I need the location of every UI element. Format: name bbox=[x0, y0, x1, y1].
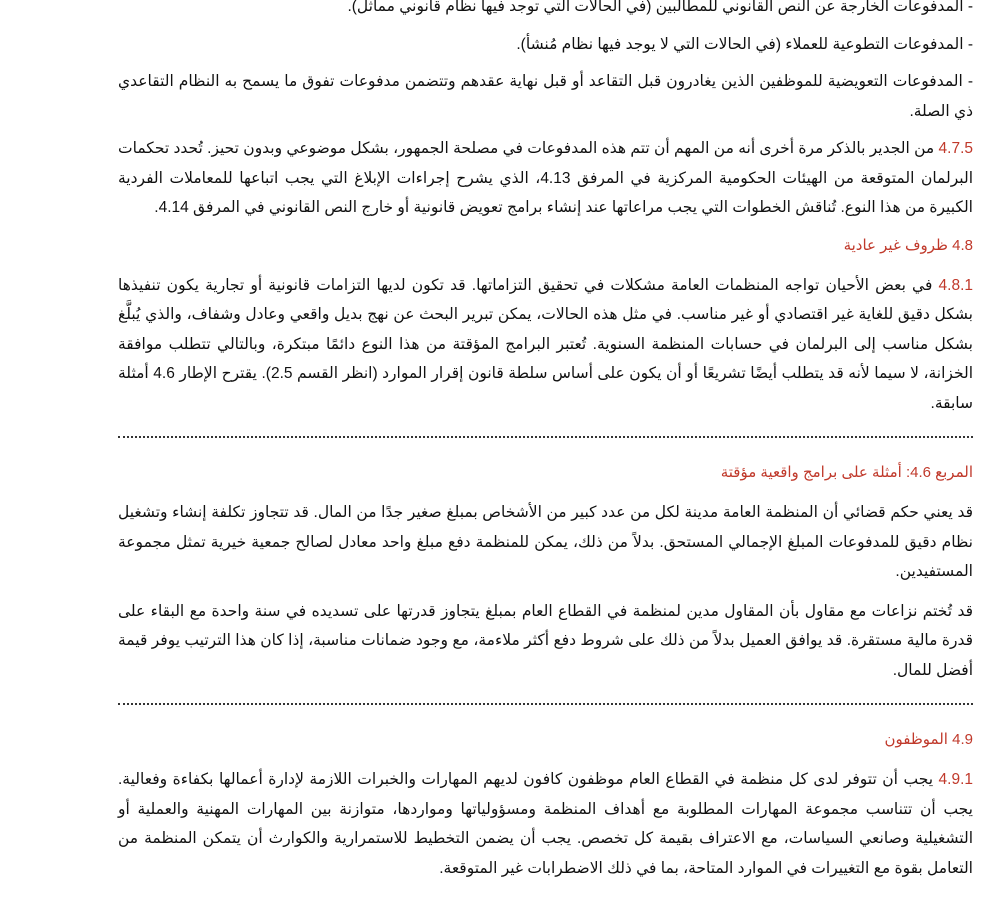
paragraph-text: في بعض الأحيان تواجه المنظمات العامة مشكلات في تحقيق التزاماتها. قد تكون لديها التزامات قانونية أو تجارية يكون تنفيذها بشكل دقيق للغاية غير اقتصادي أو غير مناسب. في مثل هذه الحالات، يمكن تبرير البحث عن نهج بديل واقعي وعادل وشفاف، والذي يُبلَّغ بشكل مناسب إلى البرلمان في حسابات المنظمة السنوية. تُعتبر البرامج المؤقتة من هذا النوع دائمًا مبتكرة، وبالتالي تتطلب موافقة الخزانة، لا سيما لأنه قد يتطلب أيضًا تشريعًا أو أن يكون على أساس سلطة قانون إقرار الموارد (انظر القسم 2.5). يقترح الإطار 4.6 أمثلة سابقة. bbox=[118, 276, 973, 412]
section-heading-4-9: 4.9 الموظفون bbox=[884, 731, 973, 748]
paragraph-text: من الجدير بالذكر مرة أخرى أنه من المهم أن تتم هذه المدفوعات في مصلحة الجمهور، بشكل موضوعي وبدون تحيز. تُحدد تحكمات البرلمان المتوقعة من الهيئات الحكومية المركزية في المرفق 4.13، الذي يشرح إجراءات الإبلاغ التي يجب اتباعها للمعاملات الفردية الكبيرة من هذا النوع. تُناقش الخطوات التي يجب مراعاتها عند إنشاء برامج تعويض قانونية أو خارج النص القانوني في المرفق 4.14. bbox=[118, 140, 973, 216]
paragraph-number: 4.7.5 bbox=[938, 140, 973, 157]
paragraph-number: 4.9.1 bbox=[938, 771, 973, 788]
paragraph-number: 4.8.1 bbox=[938, 276, 973, 294]
bullet-item: - المدفوعات الخارجة عن النص القانوني للمطالبين (في الحالات التي توجد فيها نظام قانوني مماثل). bbox=[347, 0, 973, 15]
bullet-item: - المدفوعات التعويضية للموظفين الذين يغادرون قبل التقاعد أو قبل نهاية عقدهم وتتضمن مدفوعات تفوق ما يسمح به النظام التقاعدي ذي الصلة. bbox=[118, 73, 973, 120]
section-heading-4-8: 4.8 ظروف غير عادية bbox=[843, 236, 973, 254]
paragraph-4-9-1 bbox=[118, 765, 973, 883]
box-paragraph: قد يعني حكم قضائي أن المنظمة العامة مدينة لكل من عدد كبير من الأشخاص بمبلغ صغير جدًا من المال. قد تتجاوز تكلفة إنشاء وتشغيل نظام دقيق للمدفوعات المبلغ الإجمالي المستحق. بدلاً من ذلك، يمكن للمنظمة دفع مبلغ واحد معادل لصالح جمعية خيرية تمثل مجموعة المستفيدين. bbox=[118, 504, 973, 580]
box-paragraph: قد تُختم نزاعات مع مقاول بأن المقاول مدين لمنظمة في القطاع العام بمبلغ يتجاوز قدرتها على تسديده في سنة واحدة مع البقاء على قدرة مالية مستقرة. قد يوافق العميل بدلاً من ذلك على شروط دفع أكثر ملاءمة، مع وجود ضمانات مناسبة، إذا كان هذا الترتيب يوفر قيمة أفضل للمال. bbox=[118, 602, 973, 679]
box-title: المربع 4.6: أمثلة على برامج واقعية مؤقتة bbox=[720, 464, 973, 481]
document-page bbox=[118, 0, 973, 893]
dotted-divider bbox=[118, 703, 973, 705]
dotted-divider bbox=[118, 436, 973, 438]
paragraph-4-7-5 bbox=[118, 134, 973, 223]
bullet-item: - المدفوعات التطوعية للعملاء (في الحالات التي لا يوجد فيها نظام مُنشأ). bbox=[516, 35, 973, 53]
paragraph-4-8-1 bbox=[118, 271, 973, 419]
paragraph-text: يجب أن تتوفر لدى كل منظمة في القطاع العام موظفون كافون لديهم المهارات والخبرات اللازمة لإدارة أعمالها بكفاءة وفعالية. يجب أن تتناسب مجموعة المهارات المطلوبة مع أهداف المنظمة ومسؤولياتها ومواردها، متوازنة بين المهارات المهنية والعملية أو التشغيلية وصانعي السياسات، مع الاعتراف بقيمة كل تخصص. يجب أن يضمن التخطيط للاستمرارية والكوارث أن يتمكن المنظمة من التعامل بقوة مع التغييرات في الموارد المتاحة، بما في ذلك الاضطرابات غير المتوقعة. bbox=[118, 771, 973, 877]
